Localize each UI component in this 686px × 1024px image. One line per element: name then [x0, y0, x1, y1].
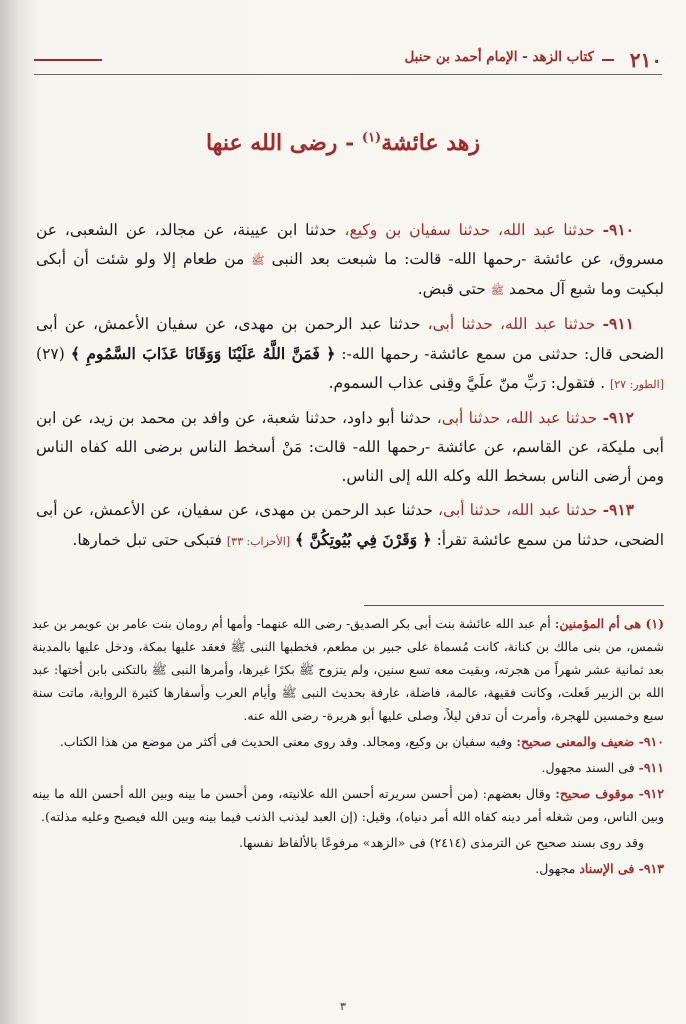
verse-reference: [الطور: ٢٧]	[609, 378, 664, 391]
verse-reference: [الأحزاب: ٣٣]	[226, 535, 291, 548]
footnote-text: أم عبد الله عائشة بنت أبى بكر الصديق- رضى الله عنهما- وأمها أم رومان بنت عامر بن عويمر بن عبد شمس، من بنى مالك بن كنانة، كانت مُسماة على جبير بن مطعم، فخطبها النبى ﷺ فعقد عليها بمكة، ودخل عليها بالمدينة بعد ثمانية عشر شهراً من هجرته، وبقيت معه تسع سنين، ولم يتزوج ﷺ بكرًا غيرها، وأمرها النبى ﷺ بالتكنى بابن أختها: عبد الله بن الزبير فَعلت، وكانت فقيهة، عالمة، فاضلة، عارفة بحديث النبى ﷺ وأيام العرب وأسفارها كثيرة الرواية، ماتت سنة سبع وخمسين للهجرة، وأمرت أن تدفن ليلاً، وصلى عليها أبو هريرة- رضى الله عنه.	[32, 616, 664, 723]
hadith-913	[36, 495, 664, 556]
footnote-rule	[364, 605, 664, 606]
footnote-lead: ٩١٢- موقوف صحيح:	[555, 786, 664, 801]
footnote-912	[32, 782, 664, 828]
isnad-red: حدثنا عبد الله، حدثنا أبى،	[436, 409, 598, 427]
footnotes	[32, 612, 664, 883]
footnote-910	[32, 730, 664, 753]
running-header	[34, 48, 662, 72]
footnote-lead: ٩١٣- فى الإسناد	[579, 861, 664, 876]
header-dash	[602, 59, 614, 61]
quran-verse: ﴿ وَقَرْنَ فِي بُيُوتِكُنَّ ﴾	[295, 530, 432, 549]
footnote-text: فى السند مجهول.	[541, 760, 635, 775]
isnad-red: حدثنا عبد الله، حدثنا أبى،	[427, 315, 596, 333]
hadith-number: ٩١١-	[602, 314, 634, 333]
hadith-text: حدثنا عبد الرحمن بن مهدى، عن سفيان، عن الأعمش، عن أبى الضحى، حدثنا من سمع عائشة تقرأ:	[36, 501, 664, 549]
isnad-red: حدثنا عبد الله، حدثنا أبى،	[438, 501, 598, 519]
header-rule	[34, 74, 662, 75]
footnote-text: وقد روى بسند صحيح عن الترمذى (٢٤١٤) فى «الزهد» مرفوعًا بالألفاظ نفسها.	[239, 835, 644, 850]
hadith-911	[36, 309, 664, 399]
page-mark: ٣	[340, 1000, 346, 1013]
hadith-text: حدثنا عبد الرحمن بن مهدى، عن سفيان الأعمش، عن أبى الضحى قال: حدثنى من سمع عائشة- رحمها الله-:	[36, 315, 664, 363]
hadith-text: حدثنا أبو داود، حدثنا شعبة، عن وافد بن محمد بن زيد، عن ابن أبى مليكة، عن القاسم، عن عائشة -رحمها الله- قالت: مَنْ أسخط الناس برضى الله كفاه الناس ومن أرضى الناس بسخط الله وكله الله إلى الناس.	[36, 409, 664, 485]
footnote-text: مجهول.	[535, 861, 576, 876]
footnote-lead: ٩١١-	[638, 760, 664, 775]
chapter-title	[0, 130, 686, 156]
quran-verse: ﴿ فَمَنَّ اللَّهُ عَلَيْنَا وَوَقَانَا عَذَابَ السَّمُومِ ﴾	[70, 344, 336, 363]
chapter-title-suffix: - رضى الله عنها	[205, 130, 355, 156]
hadith-number: ٩١٣-	[602, 500, 634, 519]
footnote-lead: (١) هى أم المؤمنين:	[554, 616, 665, 631]
header-title: كتاب الزهد - الإمام أحمد بن حنبل	[404, 49, 594, 65]
hadith-body	[36, 200, 664, 560]
footnote-911	[32, 756, 664, 779]
hadith-text: من طعام إلا ولو شئت أن أبكى لبكيت وما شبع آل محمد	[36, 250, 664, 298]
hadith-number: ٩١٢-	[602, 408, 634, 427]
footnote-1	[32, 612, 664, 727]
salutation-glyph: ﷺ	[251, 254, 265, 267]
hadith-910	[36, 215, 664, 305]
isnad-red: حدثنا عبد الله، حدثنا سفيان بن وكيع،	[344, 221, 595, 239]
hadith-text: حتى قبض.	[417, 280, 486, 298]
page-number: ٢١٠	[629, 48, 662, 72]
hadith-text: . فتقول: رَبِّ منّ علَيَّ وقِنى عذاب السموم.	[328, 374, 606, 392]
footnote-text: وفيه سفيان بن وكيع، ومجالد. وقد روى معنى الحديث فى أكثر من موضع من هذا الكتاب.	[59, 734, 513, 749]
salutation-glyph: ﷺ	[490, 284, 505, 297]
header-dash	[34, 59, 102, 61]
chapter-title-main: زهد عائشة	[381, 130, 481, 156]
hadith-number: ٩١٠-	[602, 220, 634, 239]
footnote-lead: ٩١٠- ضعيف والمعنى صحيح:	[516, 734, 664, 749]
footnote-text: وقال بعضهم: (من أحسن سريرته أحسن الله علانيته، ومن أحسن ما بينه وبين الله أحسن الله ما بينه وبين الناس، ومن شغله أمر دينه كفاه الله أمر دنياه)، وقيل: (إن العبد ليذنب الذنب فيما بينه وبين الله فيصبح وعليه مذلته).	[32, 786, 664, 824]
hadith-text: فتبكى حتى تبل خمارها.	[72, 531, 222, 549]
footnote-912-continued	[32, 831, 664, 854]
ayah-number: (٢٧)	[36, 345, 65, 363]
footnote-marker: (١)	[361, 130, 382, 146]
hadith-912	[36, 403, 664, 491]
footnote-913	[32, 857, 664, 880]
hadith-text: حدثنا ابن عيينة، عن مجالد، عن الشعبى، عن مسروق، عن عائشة -رحمها الله- قالت: ما شبعت بعد النبى	[36, 221, 664, 268]
